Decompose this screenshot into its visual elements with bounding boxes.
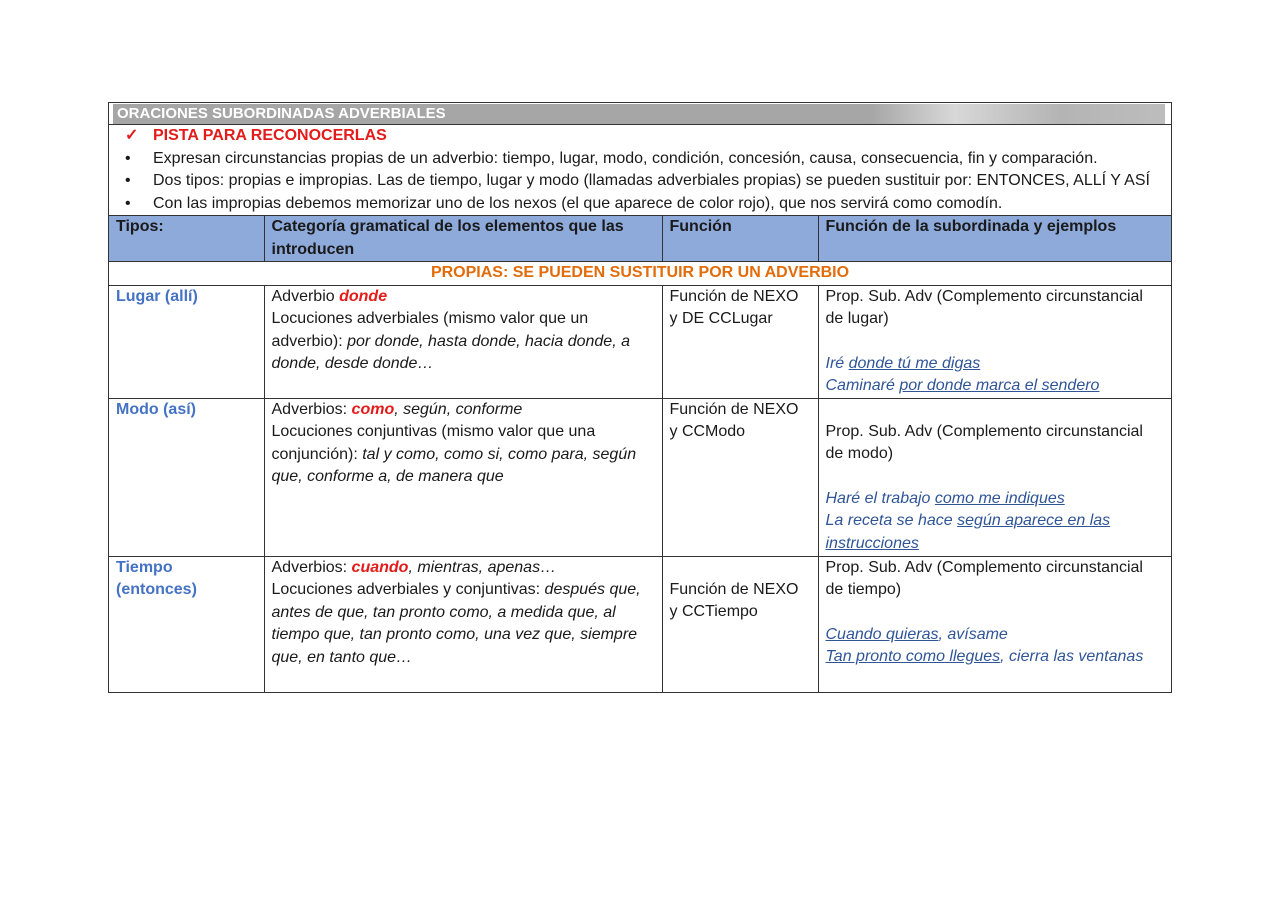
hint-text: Dos tipos: propias e impropias. Las de tiempo, lugar y modo (llamadas adverbiales propias) se pueden sustituir por: ENTONCES, ALLÍ Y ASÍ (153, 172, 1150, 189)
example-underlined: donde tú me digas (848, 354, 981, 372)
group-label: PROPIAS: SE PUEDEN SUSTITUIR POR UN ADVERBIO (109, 262, 1171, 286)
cat-prefix: Adverbios: (271, 400, 352, 418)
subordinate-function: Prop. Sub. Adv (Complemento circunstancial de lugar) (825, 287, 1143, 327)
checkmark-icon: ✓ (125, 127, 139, 144)
hint-item (125, 193, 1163, 216)
hint-item (125, 148, 1163, 171)
category-cell (264, 556, 662, 692)
example-2: La receta se hace según aparece en las instrucciones (825, 512, 1111, 552)
example-2: Caminaré por donde marca el sendero (825, 377, 1100, 394)
example-1: Iré donde tú me digas (825, 354, 981, 372)
cat-prefix: Adverbios: (271, 558, 352, 576)
hint-text: Con las impropias debemos memorizar uno de los nexos (el que aparece de color rojo), que nos servirá como comodín. (153, 194, 1003, 212)
function-cell (662, 556, 818, 692)
example-1: Cuando quieras, avísame (825, 625, 1008, 643)
subordinate-cell (818, 285, 1171, 398)
bullet-icon: • (125, 172, 131, 189)
type-cell (109, 285, 264, 398)
locution-list: tal y como, como si, como para, según que, conforme a, de manera que (271, 445, 637, 485)
page-title: ORACIONES SUBORDINADAS ADVERBIALES (117, 105, 446, 122)
example-underlined: según aparece en las instrucciones (825, 512, 1111, 552)
subordinate-function: Prop. Sub. Adv (Complemento circunstancial de modo) (825, 422, 1143, 462)
cat-rest: , según, conforme (394, 400, 523, 418)
header-funcion: Función (662, 216, 818, 262)
subordinate-function: Prop. Sub. Adv (Complemento circunstancial de tiempo) (825, 558, 1143, 598)
header-tipos: Tipos: (109, 216, 264, 262)
category-cell (264, 398, 662, 556)
locution-intro: Locuciones adverbiales y conjuntivas: (271, 581, 545, 598)
bullet-icon: • (125, 194, 131, 212)
locution-list: por donde, hasta donde, hacia donde, a donde, desde donde… (271, 332, 630, 372)
hint-heading: PISTA PARA RECONOCERLAS (153, 127, 387, 144)
function-text: Función de NEXO y DE CCLugar (669, 287, 799, 327)
table-row-tiempo (109, 556, 1171, 692)
table-row-lugar (109, 285, 1171, 398)
function-cell (662, 285, 818, 398)
example-underlined: Tan pronto como llegues (825, 648, 1001, 665)
group-row (109, 262, 1171, 286)
locution-list: después que, antes de que, tan pronto como, a medida que, al tiempo que, tan pronto como, una vez que, siempre que, en tanto que… (271, 581, 641, 666)
example-1: Haré el trabajo como me indiques (825, 489, 1065, 507)
header-categoria: Categoría gramatical de los elementos que las introducen (264, 216, 662, 262)
hint-item (125, 170, 1163, 193)
type-label: Lugar (allí) (116, 287, 198, 305)
locution-intro: Locuciones conjuntivas (mismo valor que una conjunción): (271, 423, 596, 463)
function-text: Función de NEXO y CCModo (669, 400, 799, 440)
function-cell (662, 398, 818, 556)
subordinate-cell (818, 556, 1171, 692)
table-row-modo (109, 398, 1171, 556)
type-cell (109, 556, 264, 692)
hint-text: Expresan circunstancias propias de un adverbio: tiempo, lugar, modo, condición, concesión, causa, consecuencia, fin y comparación. (153, 149, 1098, 167)
types-table (109, 215, 1171, 692)
bullet-icon: • (125, 149, 131, 167)
function-text: Función de NEXO y CCTiempo (669, 580, 799, 620)
key-nexus: donde (339, 287, 388, 305)
type-label: Modo (así) (116, 400, 196, 418)
document-table (108, 102, 1172, 693)
key-nexus: cuando (351, 558, 409, 576)
type-label: Tiempo (entonces) (116, 558, 197, 598)
cat-prefix: Adverbio (271, 287, 340, 305)
example-underlined: por donde marca el sendero (899, 377, 1100, 394)
cat-rest: , mientras, apenas… (408, 558, 557, 576)
title-bar (109, 103, 1171, 125)
locution-intro: Locuciones adverbiales (mismo valor que un adverbio): (271, 310, 589, 350)
type-cell (109, 398, 264, 556)
example-2: Tan pronto como llegues, cierra las ventanas (825, 648, 1144, 665)
hint-heading-row (125, 125, 1163, 148)
table-header-row (109, 216, 1171, 262)
example-underlined: Cuando quieras (825, 625, 939, 643)
key-nexus: como (351, 400, 395, 418)
category-cell (264, 285, 662, 398)
hints-section (109, 125, 1171, 215)
subordinate-cell (818, 398, 1171, 556)
example-underlined: como me indiques (934, 489, 1065, 507)
header-funcion-subordinada: Función de la subordinada y ejemplos (818, 216, 1171, 262)
